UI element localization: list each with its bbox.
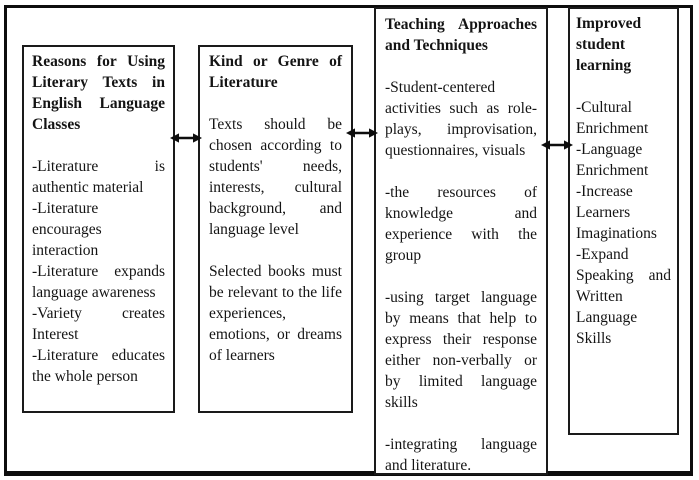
bullet-item: -Literature encourages interaction [32, 200, 102, 259]
bullet-item: -Cultural Enrichment [576, 99, 649, 137]
box-title: Kind or Genre of Literature [209, 53, 342, 91]
bullet-item: -Literature expands language awareness [32, 263, 165, 301]
box-title: Reasons for Using Literary Texts in English Language Classes [32, 53, 165, 133]
bullet-item: -Literature educates the whole person [32, 347, 165, 385]
box-teaching-approaches-and-techniques [374, 7, 548, 475]
box-title: Improved student learning [576, 15, 642, 74]
bullet-item: -Language Enrichment [576, 141, 649, 179]
bullet-item: -Increase Learners Imaginations [576, 183, 657, 242]
double-arrow-icon [541, 138, 573, 152]
paragraph: -the resources of knowledge and experience with the group [385, 184, 537, 264]
bullet-item: -Variety creates Interest [32, 305, 165, 343]
box-kind-or-genre-of-literature [198, 45, 353, 413]
double-arrow-icon [170, 131, 202, 145]
bullet-item: -Literature is authentic material [32, 158, 165, 196]
paragraph: Selected books must be relevant to the life experiences, emotions, or dreams of learners [209, 263, 342, 364]
paragraph: Texts should be chosen according to students' needs, interests, cultural background, and language level [209, 116, 342, 238]
bullet-item: -Expand Speaking and Written Language Skills [576, 246, 671, 347]
paragraph: -using target language by means that help to express their response either non-verbally or by limited language skills [385, 289, 537, 411]
double-arrow-icon [346, 126, 378, 140]
box-improved-student-learning [568, 7, 679, 435]
paragraph: -Student-centered activities such as role-plays, improvisation, questionnaires, visuals [385, 79, 537, 159]
box-title: Teaching Approaches and Techniques [385, 16, 537, 54]
paragraph: -integrating language and literature. [385, 436, 537, 474]
box-reasons-for-using-literary-texts [22, 45, 175, 413]
